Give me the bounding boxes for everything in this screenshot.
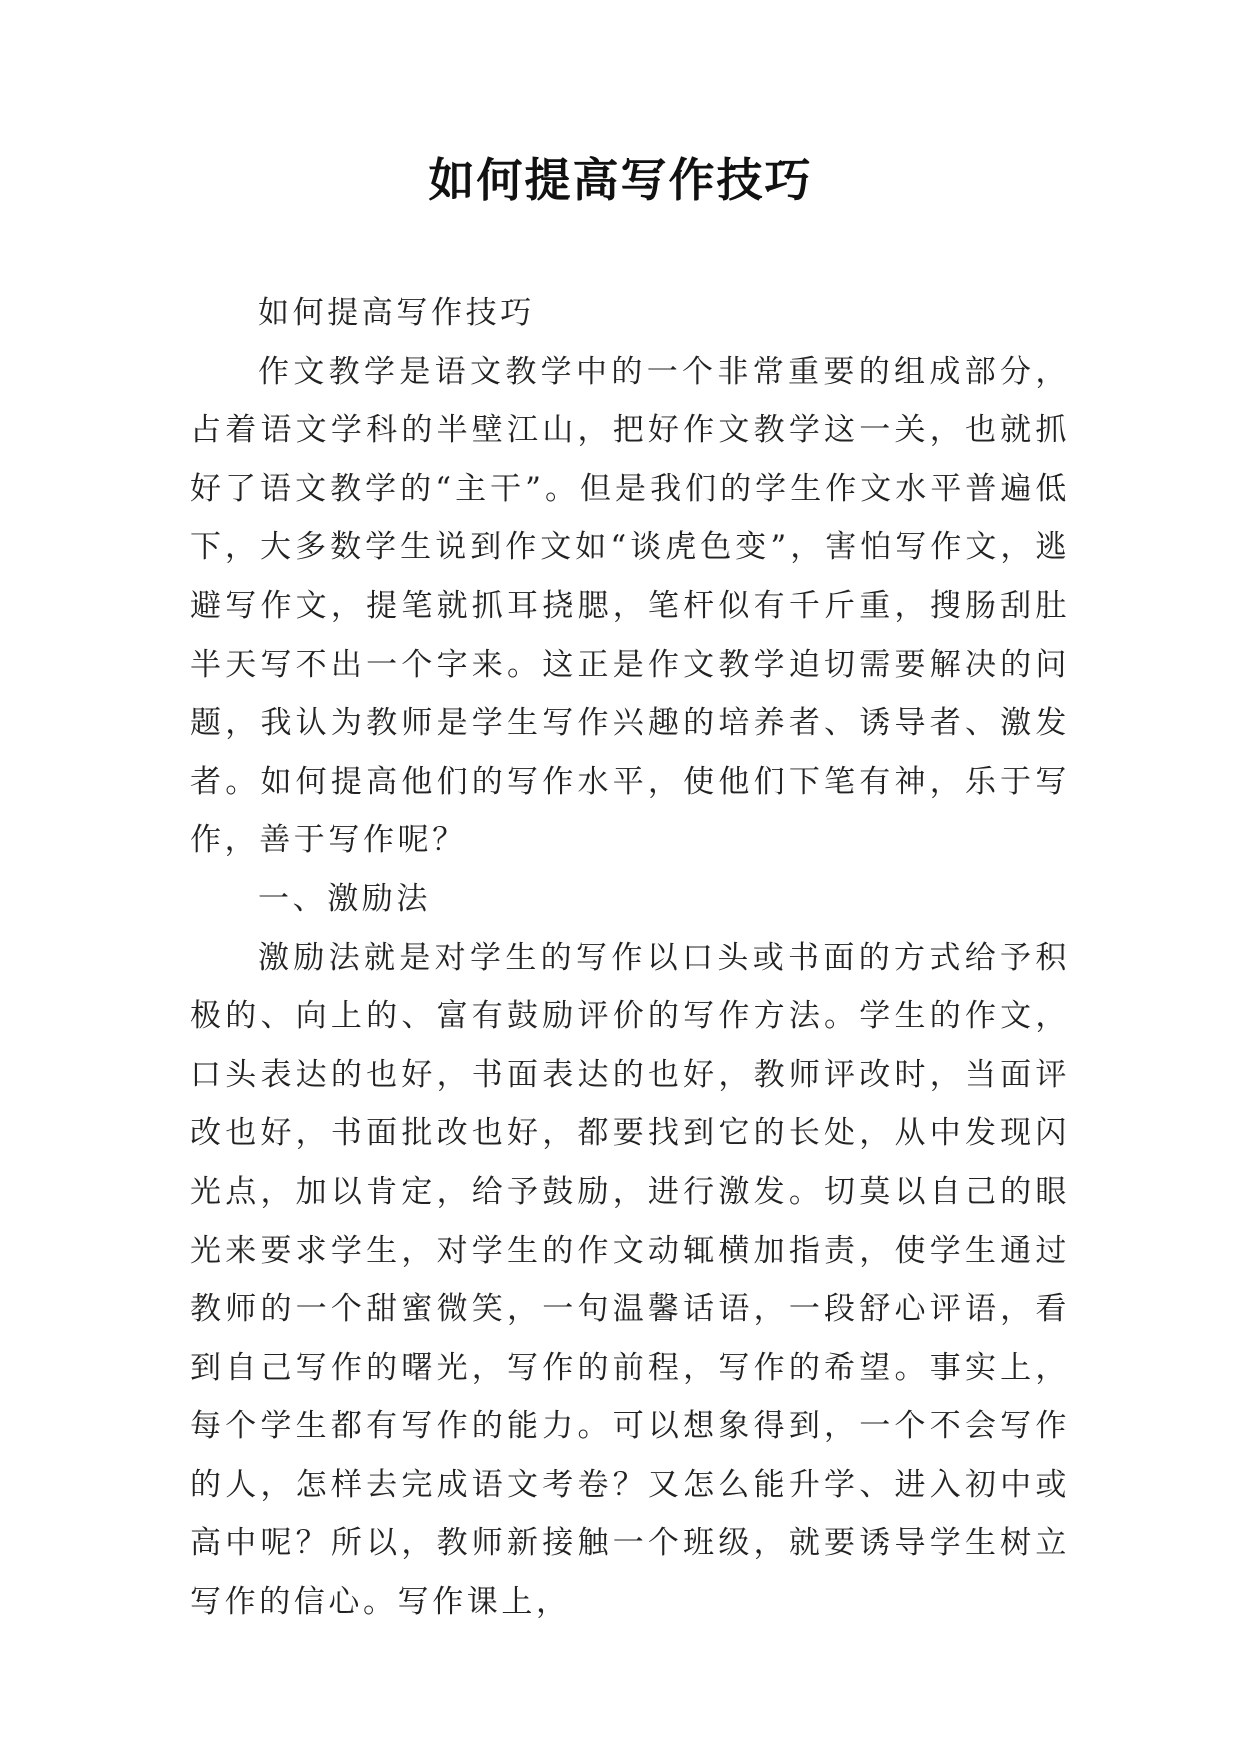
document-body: [190, 284, 1070, 1632]
body-paragraph: 激励法就是对学生的写作以口头或书面的方式给予积极的、向上的、富有鼓励评价的写作方法。学生的作文，口头表达的也好，书面表达的也好，教师评改时，当面评改也好，书面批改也好，都要找到它的长处，从中发现闪光点，加以肯定，给予鼓励，进行激发。切莫以自己的眼光来要求学生，对学生的作文动辄横加指责，使学生通过教师的一个甜蜜微笑，一句温馨话语，一段舒心评语，看到自己写作的曙光，写作的前程，写作的希望。事实上，每个学生都有写作的能力。可以想象得到，一个不会写作的人，怎样去完成语文考卷？又怎么能升学、进入初中或高中呢？所以，教师新接触一个班级，就要诱导学生树立写作的信心。写作课上，: [190, 939, 1070, 1621]
subtitle-paragraph: 如何提高写作技巧: [258, 295, 535, 331]
intro-paragraph: 作文教学是语文教学中的一个非常重要的组成部分，占着语文学科的半壁江山，把好作文教学这一关，也就抓好了语文教学的“主干”。但是我们的学生作文水平普遍低下，大多数学生说到作文如“谈虎色变”，害怕写作文，逃避写作文，提笔就抓耳挠腮，笔杆似有千斤重，搜肠刮肚半天写不出一个字来。这正是作文教学迫切需要解决的问题，我认为教师是学生写作兴趣的培养者、诱导者、激发者。如何提高他们的写作水平，使他们下笔有神，乐于写作，善于写作呢？: [190, 353, 1070, 859]
document-title: 如何提高写作技巧: [428, 153, 813, 207]
section-heading: 一、激励法: [258, 880, 431, 917]
